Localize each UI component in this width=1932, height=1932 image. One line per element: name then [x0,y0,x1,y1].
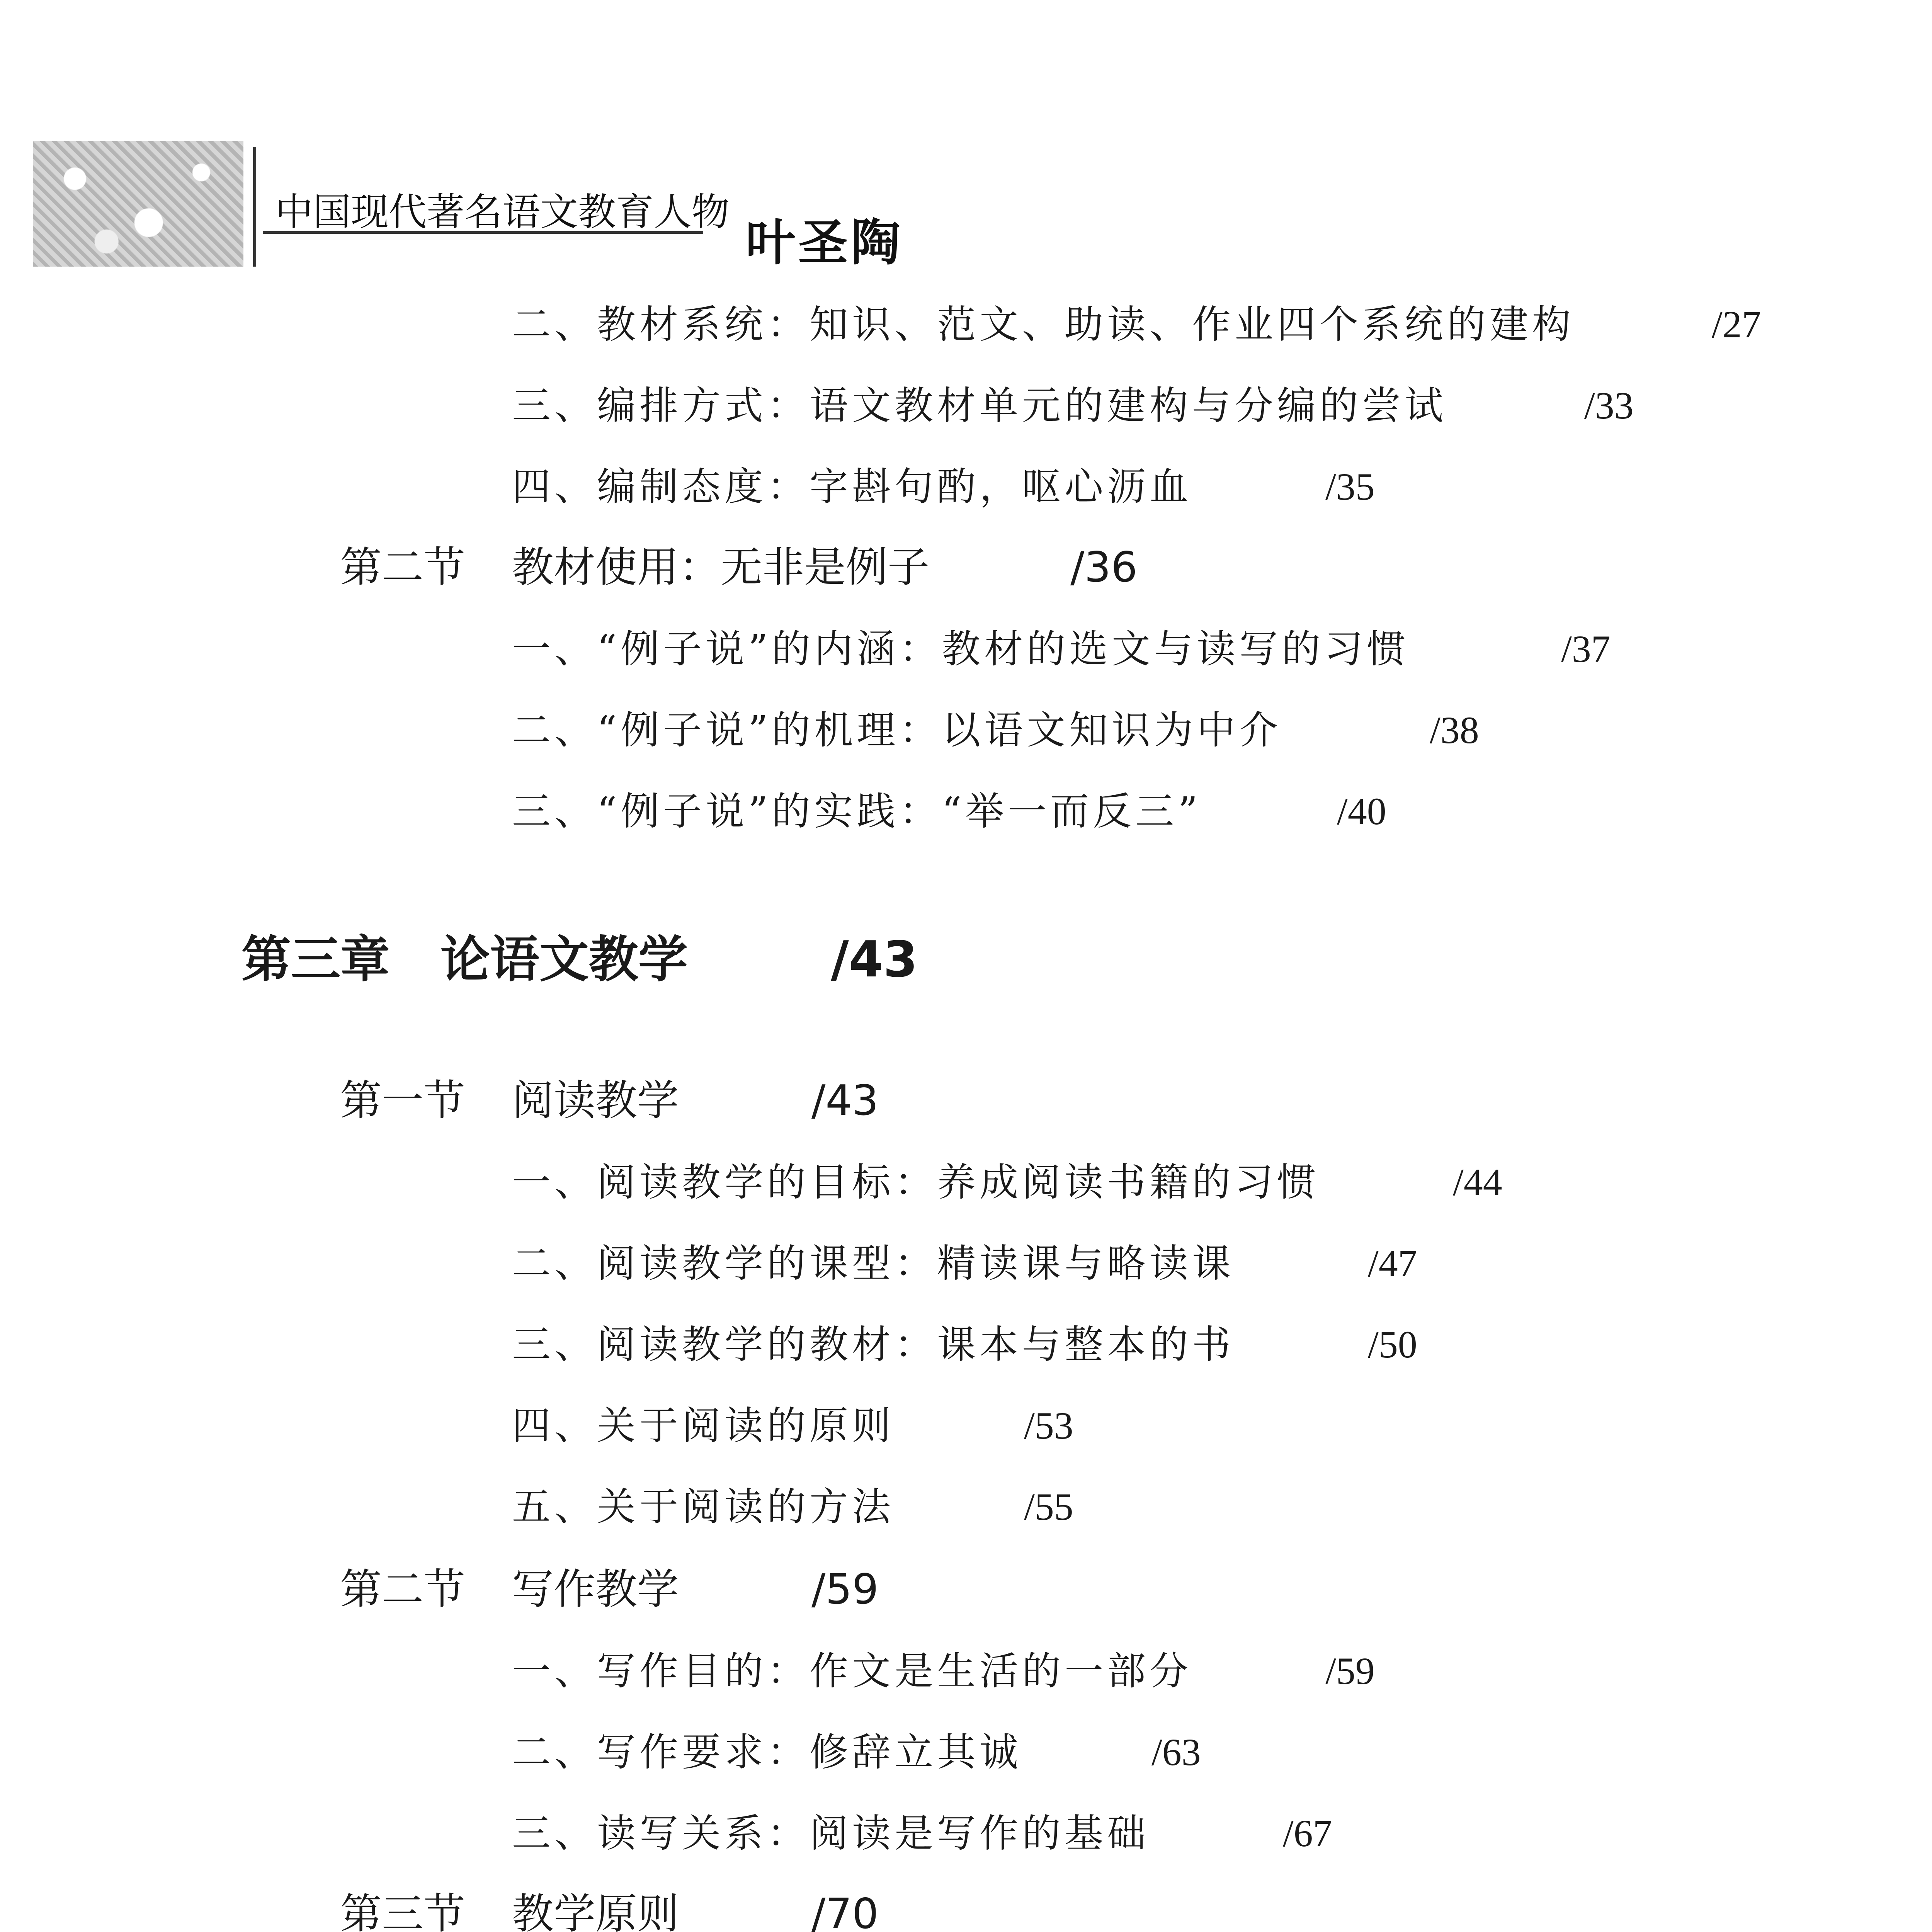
toc-item: 二、写作要求：修辞立其诚 [512,1730,1022,1775]
toc-page-number: /37 [1561,628,1611,670]
toc-item: 三、编排方式：语文教材单元的建构与分编的尝试 [512,383,1447,428]
toc-page-number: /47 [1368,1242,1417,1285]
toc-item: 三、读写关系：阅读是写作的基础 [512,1811,1150,1856]
toc-page-number: /38 [1430,709,1479,752]
toc-page-number: /55 [1024,1485,1073,1528]
toc-item: 三、“例子说”的实践：“举一而反三” [512,789,1202,834]
toc-section-title: 教材使用：无非是例子 [512,543,930,592]
toc-item: 二、阅读教学的课型：精读课与略读课 [512,1241,1235,1286]
header-ornament [33,141,243,267]
toc-page-number: /70 [811,1890,879,1932]
toc-page-number: /53 [1024,1404,1073,1447]
toc-page-number: /27 [1712,303,1761,346]
toc-item: 四、关于阅读的原则 [512,1403,895,1448]
toc-page-number: /33 [1584,384,1634,427]
toc-page-number: /59 [811,1565,879,1614]
toc-section-label: 第三节 [340,1890,466,1932]
toc-page-number: /43 [811,1077,879,1125]
toc-page-number: /44 [1453,1161,1502,1204]
toc-chapter-title: 论语文教学 [440,931,688,988]
toc-item: 二、“例子说”的机理：以语文知识为中介 [512,707,1282,753]
toc-page-number: /63 [1151,1731,1201,1774]
toc-item: 四、编制态度：字斟句酌，呕心沥血 [512,464,1192,509]
toc-section-title: 教学原则 [512,1890,679,1932]
toc-item: 一、“例子说”的内涵：教材的选文与读写的习惯 [512,626,1410,672]
toc-section-label: 第二节 [340,1565,466,1614]
toc-page-number: /35 [1325,465,1375,508]
toc-section-label: 第二节 [340,543,466,592]
toc-page-number: /36 [1070,543,1138,592]
series-title: 中国现代著名语文教育人物 [275,190,730,234]
toc-page-number: /40 [1337,790,1386,833]
toc-section-title: 阅读教学 [512,1077,679,1125]
toc-item: 一、写作目的：作文是生活的一部分 [512,1648,1192,1694]
toc-item: 五、关于阅读的方法 [512,1484,895,1529]
toc-section-title: 写作教学 [512,1565,679,1614]
header-vertical-rule [253,147,256,267]
person-name: 叶圣陶 [746,214,904,272]
toc-item: 三、阅读教学的教材：课本与整本的书 [512,1322,1235,1367]
toc-section-label: 第一节 [340,1077,466,1125]
toc-item: 一、阅读教学的目标：养成阅读书籍的习惯 [512,1160,1320,1205]
toc-item: 二、教材系统：知识、范文、助读、作业四个系统的建构 [512,302,1575,347]
toc-chapter-label: 第三章 [242,931,390,988]
toc-page-number: /43 [831,931,918,988]
toc-page-number: /67 [1283,1812,1332,1855]
toc-page-number: /50 [1368,1323,1417,1366]
toc-page-number: /59 [1325,1650,1375,1692]
